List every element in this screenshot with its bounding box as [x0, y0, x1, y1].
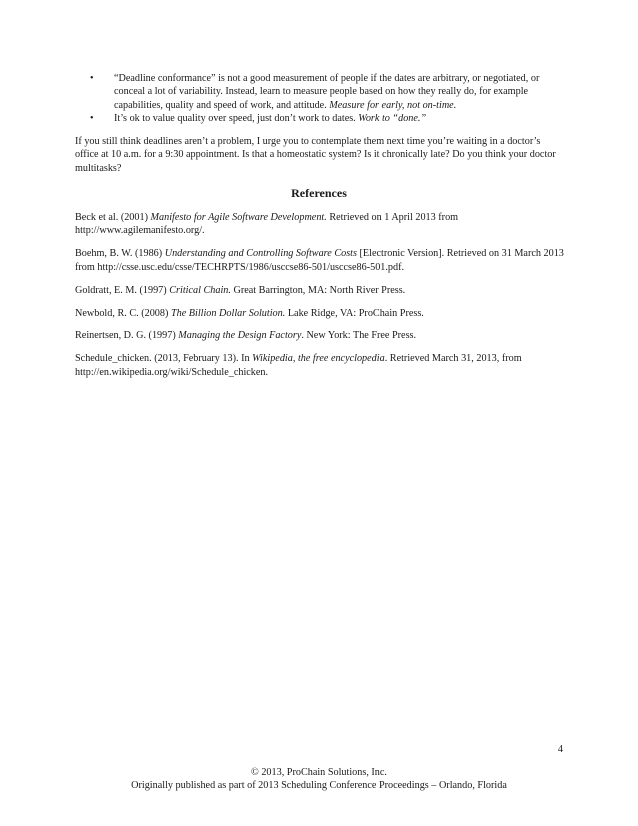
bullet-emphasis: Work to “done.” — [358, 113, 427, 125]
reference-author: Beck et al. (2001) — [75, 212, 151, 223]
bullet-icon: • — [90, 73, 94, 84]
reference-entry — [75, 211, 565, 238]
reference-title: Managing the Design Factory — [178, 330, 302, 342]
reference-source: [Electronic Version]. Retrieved on 31 March 2013 from http://csse.usc.edu/csse/TECHRPTS/1986/usccse86-501/usccse86-501.pdf. — [75, 248, 564, 273]
reference-entry — [75, 284, 565, 297]
reference-author: Goldratt, E. M. (1997) — [75, 284, 170, 296]
body-paragraph: If you still think deadlines aren’t a problem, I urge you to contemplate them next time you’re waiting in a doctor’s office at 10 a.m. for a 9:30 appointment. Is that a homeostatic system? Is it chronically late? Do you think your doctor multitasks? — [75, 136, 556, 174]
reference-entry — [75, 247, 565, 274]
reference-source: . New York: The Free Press. — [301, 330, 417, 342]
bullet-text: “Deadline conformance” is not a good measurement of people if the dates are arbitrary, or negotiated, or conceal a lot of variability. Instead, learn to measure people based on how they really do, for example capabilities, quality and speed of work, and attitude. — [114, 73, 540, 111]
bullet-list — [90, 72, 565, 126]
page-number: 4 — [557, 744, 563, 755]
reference-entry — [75, 307, 565, 320]
reference-author: Reinertsen, D. G. (1997) — [75, 330, 179, 342]
reference-source: Great Barrington, MA: North River Press. — [230, 284, 406, 296]
reference-title: Wikipedia, the free encyclopedia — [252, 353, 385, 365]
reference-author: Newbold, R. C. (2008) — [75, 307, 171, 319]
bullet-item — [90, 112, 565, 125]
reference-entry — [75, 329, 565, 342]
footer-publication-note: Originally published as part of 2013 Scheduling Conference Proceedings – Orlando, Florida — [131, 780, 507, 792]
page-footer — [0, 766, 638, 793]
reference-title: Understanding and Controlling Software Costs — [164, 248, 357, 260]
footer-copyright: © 2013, ProChain Solutions, Inc. — [251, 767, 387, 778]
references-heading: References — [291, 186, 347, 200]
reference-source: Lake Ridge, VA: ProChain Press. — [285, 307, 424, 319]
bullet-icon: • — [90, 113, 94, 125]
reference-author: Schedule_chicken. (2013, February 13). In — [75, 353, 253, 365]
bullet-emphasis: Measure for early, not on-time. — [329, 99, 457, 111]
reference-title: Manifesto for Agile Software Development. — [150, 212, 327, 223]
reference-entry — [75, 352, 565, 379]
reference-source: . Retrieved March 31, 2013, from http://en.wikipedia.org/wiki/Schedule_chicken. — [75, 353, 522, 378]
bullet-text: It’s ok to value quality over speed, just don’t work to dates. — [114, 113, 359, 125]
reference-title: Critical Chain. — [169, 284, 231, 296]
reference-author: Boehm, B. W. (1986) — [75, 248, 165, 260]
bullet-item — [90, 72, 565, 112]
reference-title: The Billion Dollar Solution. — [170, 307, 286, 319]
references-list — [75, 211, 565, 389]
reference-source: Retrieved on 1 April 2013 from http://www.agilemanifesto.org/. — [75, 212, 459, 237]
